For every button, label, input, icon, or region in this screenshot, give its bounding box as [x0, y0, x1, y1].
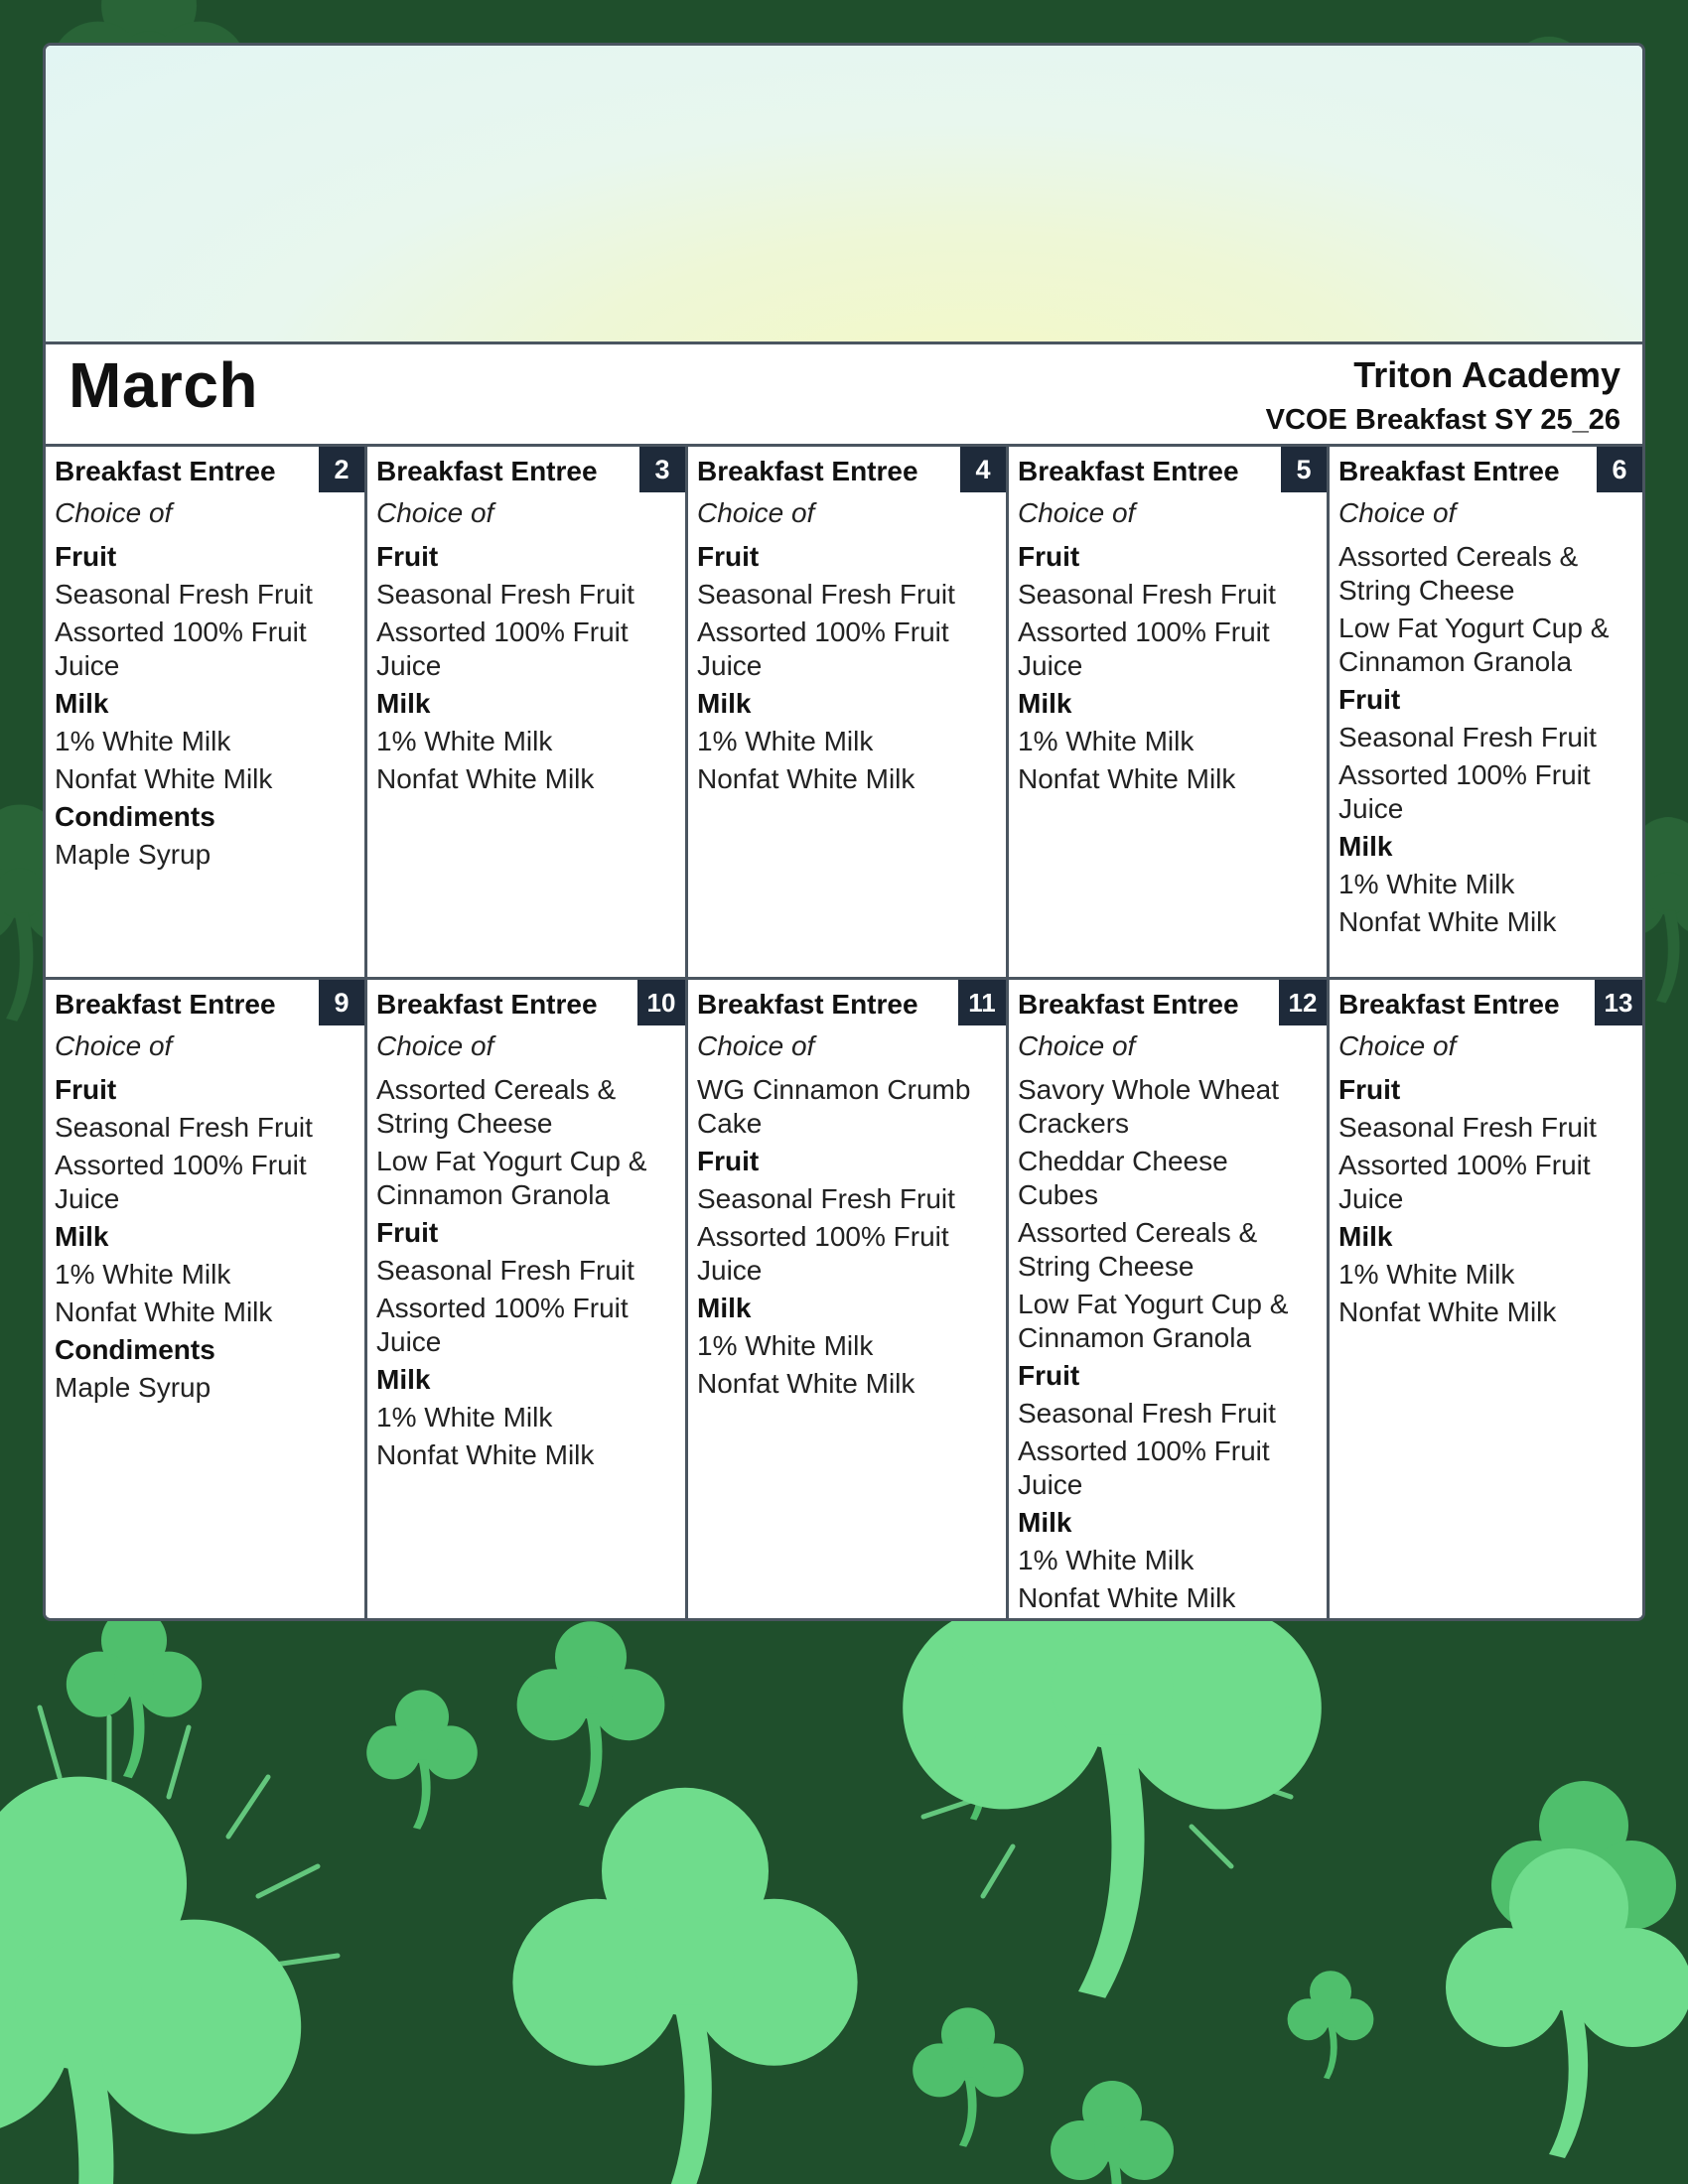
- menu-item: Assorted Cereals & String Cheese: [1018, 1217, 1258, 1282]
- category-label: Fruit: [697, 541, 760, 572]
- category-label: Milk: [1018, 1507, 1072, 1538]
- day-cell: [1330, 980, 1642, 1621]
- choice-label: Choice of: [697, 497, 815, 528]
- category-label: Milk: [1338, 831, 1393, 862]
- menu-item: 1% White Milk: [1018, 726, 1195, 756]
- category-label: Milk: [376, 688, 431, 719]
- menu-item: Seasonal Fresh Fruit: [1338, 722, 1597, 752]
- day-cell: [1009, 980, 1330, 1621]
- program-name: VCOE Breakfast SY 25_26: [1265, 404, 1620, 436]
- day-number-badge: 2: [319, 447, 364, 492]
- entree-heading: Breakfast Entree: [55, 456, 276, 486]
- day-number-badge: 11: [958, 980, 1006, 1025]
- menu-item: Assorted 100% Fruit Juice: [376, 616, 629, 681]
- menu-item: Nonfat White Milk: [1018, 763, 1236, 794]
- entree-heading: Breakfast Entree: [1018, 989, 1239, 1020]
- day-cell: [1330, 447, 1642, 980]
- menu-item: Seasonal Fresh Fruit: [1338, 1112, 1597, 1143]
- menu-item: Low Fat Yogurt Cup & Cinnamon Granola: [376, 1146, 647, 1210]
- menu-item: 1% White Milk: [376, 1402, 553, 1433]
- day-number-badge: 9: [319, 980, 364, 1025]
- day-cell: [1009, 447, 1330, 980]
- entree-heading: Breakfast Entree: [1338, 456, 1560, 486]
- menu-item: 1% White Milk: [376, 726, 553, 756]
- choice-label: Choice of: [376, 497, 494, 528]
- menu-item: Nonfat White Milk: [55, 1297, 273, 1327]
- category-label: Milk: [376, 1364, 431, 1395]
- menu-item: Seasonal Fresh Fruit: [376, 1255, 634, 1286]
- menu-item: Nonfat White Milk: [1338, 906, 1557, 937]
- category-label: Fruit: [1338, 1074, 1401, 1105]
- menu-item: 1% White Milk: [1338, 1259, 1515, 1290]
- menu-sheet: [43, 43, 1645, 1621]
- category-label: Fruit: [376, 541, 439, 572]
- menu-item: Cheddar Cheese Cubes: [1018, 1146, 1228, 1210]
- day-number-badge: 12: [1279, 980, 1327, 1025]
- choice-label: Choice of: [1338, 497, 1457, 528]
- choice-label: Choice of: [1018, 497, 1136, 528]
- category-label: Milk: [55, 688, 109, 719]
- category-label: Milk: [697, 1293, 752, 1323]
- category-label: Condiments: [55, 1334, 215, 1365]
- choice-label: Choice of: [376, 1030, 494, 1061]
- day-number-badge: 10: [637, 980, 685, 1025]
- day-number-badge: 3: [639, 447, 685, 492]
- choice-label: Choice of: [1338, 1030, 1457, 1061]
- menu-item: Assorted Cereals & String Cheese: [1338, 541, 1579, 606]
- menu-item: Assorted 100% Fruit Juice: [1018, 1435, 1270, 1500]
- category-label: Milk: [697, 688, 752, 719]
- entree-heading: Breakfast Entree: [1338, 989, 1560, 1020]
- category-label: Milk: [1018, 688, 1072, 719]
- header-banner: [46, 46, 1642, 344]
- day-cell: [46, 447, 367, 980]
- menu-item: Nonfat White Milk: [376, 1439, 595, 1470]
- menu-item: WG Cinnamon Crumb Cake: [697, 1074, 971, 1139]
- category-label: Condiments: [55, 801, 215, 832]
- menu-item: Seasonal Fresh Fruit: [55, 1112, 313, 1143]
- day-number-badge: 13: [1595, 980, 1642, 1025]
- menu-item: Nonfat White Milk: [697, 1368, 915, 1399]
- menu-item: Nonfat White Milk: [376, 763, 595, 794]
- menu-item: 1% White Milk: [1338, 869, 1515, 899]
- category-label: Fruit: [1338, 684, 1401, 715]
- day-number-badge: 5: [1281, 447, 1327, 492]
- day-number-badge: 4: [960, 447, 1006, 492]
- choice-label: Choice of: [1018, 1030, 1136, 1061]
- day-cell: [367, 980, 688, 1621]
- menu-item: Assorted 100% Fruit Juice: [376, 1293, 629, 1357]
- menu-item: Assorted 100% Fruit Juice: [55, 616, 307, 681]
- entree-heading: Breakfast Entree: [1018, 456, 1239, 486]
- menu-item: Assorted 100% Fruit Juice: [55, 1150, 307, 1214]
- menu-item: Seasonal Fresh Fruit: [697, 1183, 955, 1214]
- category-label: Fruit: [376, 1217, 439, 1248]
- menu-calendar-grid: [46, 444, 1642, 1621]
- menu-item: 1% White Milk: [697, 1330, 874, 1361]
- menu-item: 1% White Milk: [697, 726, 874, 756]
- category-label: Fruit: [55, 1074, 117, 1105]
- menu-item: Savory Whole Wheat Crackers: [1018, 1074, 1279, 1139]
- menu-item: Assorted 100% Fruit Juice: [1338, 1150, 1591, 1214]
- menu-item: Assorted 100% Fruit Juice: [1018, 616, 1270, 681]
- menu-item: Assorted Cereals & String Cheese: [376, 1074, 617, 1139]
- menu-item: Assorted 100% Fruit Juice: [697, 616, 949, 681]
- menu-item: 1% White Milk: [55, 726, 231, 756]
- choice-label: Choice of: [55, 1030, 173, 1061]
- choice-label: Choice of: [697, 1030, 815, 1061]
- day-cell: [688, 980, 1009, 1621]
- menu-item: Seasonal Fresh Fruit: [1018, 1398, 1276, 1429]
- day-number-badge: 6: [1597, 447, 1642, 492]
- day-cell: [367, 447, 688, 980]
- day-cell: [688, 447, 1009, 980]
- entree-heading: Breakfast Entree: [697, 989, 918, 1020]
- menu-item: Seasonal Fresh Fruit: [376, 579, 634, 610]
- title-row: [46, 344, 1642, 444]
- menu-item: Maple Syrup: [55, 1372, 211, 1403]
- menu-item: Nonfat White Milk: [55, 763, 273, 794]
- menu-item: Nonfat White Milk: [1018, 1582, 1236, 1613]
- menu-item: Low Fat Yogurt Cup & Cinnamon Granola: [1338, 613, 1610, 677]
- menu-item: Low Fat Yogurt Cup & Cinnamon Granola: [1018, 1289, 1289, 1353]
- menu-item: Nonfat White Milk: [1338, 1297, 1557, 1327]
- menu-item: Seasonal Fresh Fruit: [697, 579, 955, 610]
- menu-item: Assorted 100% Fruit Juice: [697, 1221, 949, 1286]
- month-title: March: [69, 349, 258, 421]
- choice-label: Choice of: [55, 497, 173, 528]
- category-label: Fruit: [1018, 541, 1080, 572]
- menu-item: Seasonal Fresh Fruit: [55, 579, 313, 610]
- day-cell: [46, 980, 367, 1621]
- menu-item: Seasonal Fresh Fruit: [1018, 579, 1276, 610]
- school-name: Triton Academy: [1353, 354, 1620, 395]
- menu-item: Nonfat White Milk: [697, 763, 915, 794]
- menu-item: Assorted 100% Fruit Juice: [1338, 759, 1591, 824]
- category-label: Milk: [55, 1221, 109, 1252]
- entree-heading: Breakfast Entree: [697, 456, 918, 486]
- category-label: Fruit: [1018, 1360, 1080, 1391]
- menu-item: 1% White Milk: [55, 1259, 231, 1290]
- category-label: Fruit: [697, 1146, 760, 1176]
- entree-heading: Breakfast Entree: [376, 456, 598, 486]
- category-label: Milk: [1338, 1221, 1393, 1252]
- entree-heading: Breakfast Entree: [376, 989, 598, 1020]
- entree-heading: Breakfast Entree: [55, 989, 276, 1020]
- menu-item: 1% White Milk: [1018, 1545, 1195, 1575]
- category-label: Fruit: [55, 541, 117, 572]
- menu-item: Maple Syrup: [55, 839, 211, 870]
